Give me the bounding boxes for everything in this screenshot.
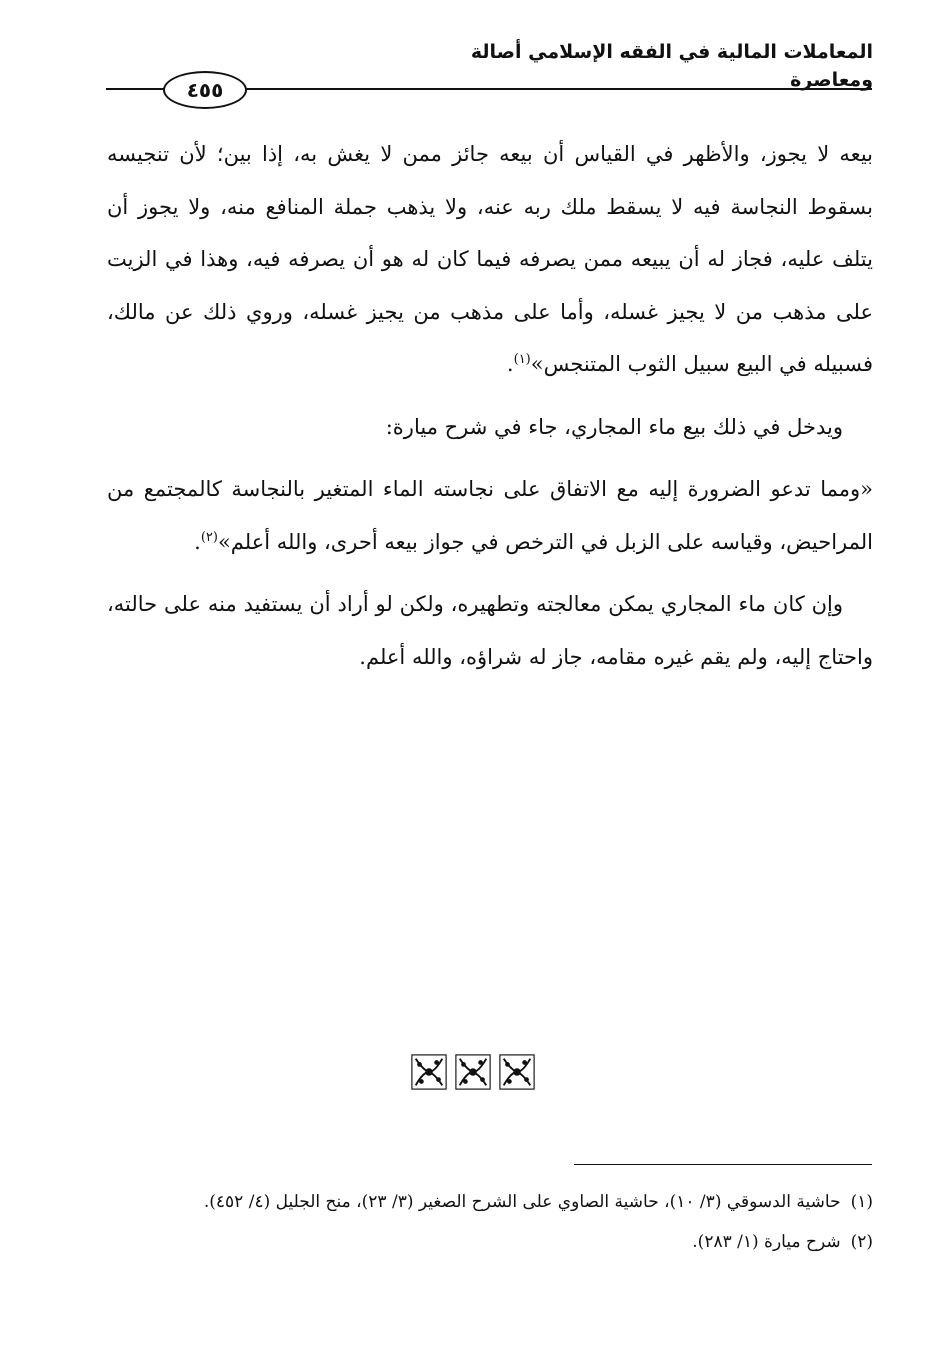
footnote-text: حاشية الدسوقي (٣/ ١٠)، حاشية الصاوي على الشرح الصغير (٣/ ٢٣)، منح الجليل (٤/ ٤٥٢). bbox=[203, 1192, 841, 1212]
footnote-ref: (١) bbox=[513, 352, 531, 367]
footnote-number: (١) bbox=[850, 1192, 873, 1212]
page-number-text: ٤٥٥ bbox=[186, 78, 224, 102]
floral-ornament-icon bbox=[498, 1053, 536, 1091]
footnote-number: (٢) bbox=[850, 1232, 873, 1252]
paragraph: بيعه لا يجوز، والأظهر في القياس أن بيعه جائز ممن لا يغش به، إذا بين؛ لأن تنجيسه بسقوط النجاسة فيه لا يسقط ملك ربه عنه، ولا يذهب جملة المنافع منه، ولا يجوز أن يتلف عليه، فجاز له أن يبيعه ممن يصرفه فيما كان له هو أن يصرفه فيه، وهذا في الزيت على مذهب من لا يجيز غسله، وأما على مذهب من يجيز غسله، وروي ذلك عن مالك، فسبيله في البيع سبيل الثوب المتنجس»$^{(١)}$. bbox=[107, 142, 873, 376]
quote-paragraph: «ومما تدعو الضرورة إليه مع الاتفاق على نجاسته الماء المتغير بالنجاسة كالمجتمع من المراحيض، وقياسه على الزبل في الترخص في جواز بيعه أحرى، والله أعلم»$^{(٢)}$. bbox=[107, 477, 873, 554]
footnote bbox=[107, 1224, 873, 1260]
floral-ornament-icon bbox=[410, 1053, 448, 1091]
main-text bbox=[107, 128, 873, 683]
footnote bbox=[107, 1184, 873, 1220]
page-number bbox=[163, 71, 247, 109]
footnotes bbox=[107, 1184, 873, 1264]
footnote-rule bbox=[574, 1164, 872, 1165]
footnote-text: شرح ميارة (١/ ٢٨٣). bbox=[692, 1232, 841, 1252]
floral-ornament-icon bbox=[454, 1053, 492, 1091]
running-title: المعاملات المالية في الفقه الإسلامي أصالة ومعاصرة bbox=[470, 41, 873, 91]
section-ornament bbox=[410, 1053, 536, 1095]
paragraph: ويدخل في ذلك بيع ماء المجاري، جاء في شرح ميارة: bbox=[385, 414, 843, 439]
paragraph: وإن كان ماء المجاري يمكن معالجته وتطهيره، ولكن لو أراد أن يستفيد منه على حالته، واحتاج إليه، ولم يقم غيره مقامه، جاز له شراؤه، والله أعلم. bbox=[107, 592, 873, 669]
footnote-ref: (٢) bbox=[200, 529, 218, 545]
